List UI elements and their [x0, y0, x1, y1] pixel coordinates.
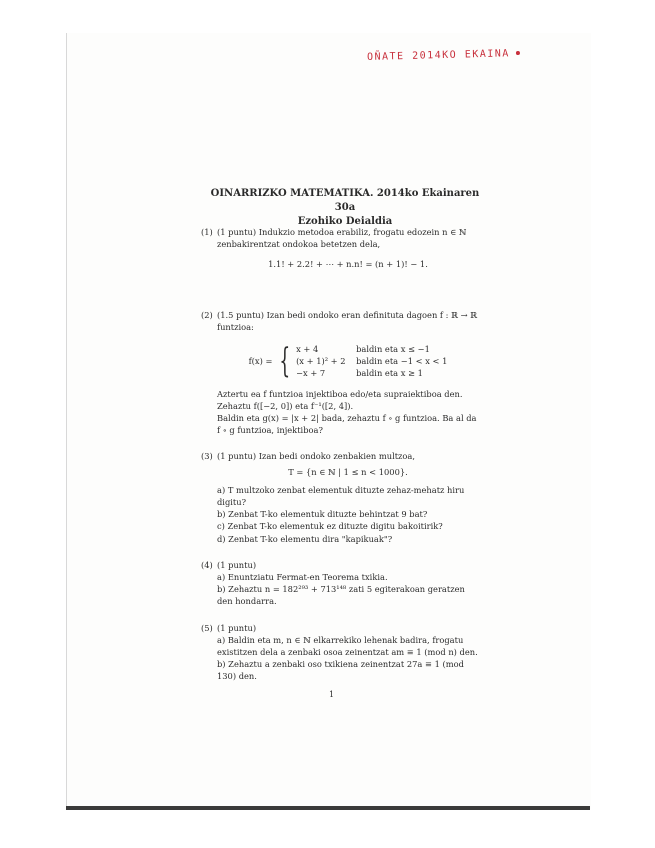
- list-item: d) Zenbat T-ko elementu dira "kapikuak"?: [217, 533, 393, 544]
- page-number: 1: [329, 690, 335, 699]
- problem-number: (3): [201, 451, 213, 462]
- problem-number: (5): [201, 622, 213, 633]
- problem-1: [201, 226, 479, 271]
- dot-mark: [516, 51, 520, 55]
- problem-number: (2): [201, 309, 213, 320]
- exam-title: OINARRIZKO MATEMATIKA. 2014ko Ekainaren 30a: [210, 188, 480, 213]
- problem-4: [201, 559, 479, 608]
- problem-number: (4): [201, 559, 213, 570]
- case-expr: x + 4: [296, 344, 319, 355]
- exam-header: [200, 187, 490, 229]
- problem-formula: 1.1! + 2.2! + ⋯ + n.n! = (n + 1)! − 1.: [268, 259, 428, 270]
- scan-edge: [66, 806, 590, 810]
- cases-grid: [296, 343, 447, 380]
- case-cond: baldin eta x ≥ 1: [356, 368, 423, 379]
- problem-text: (1.5 puntu) Izan bedi ondoko eran definituta dagoen f : ℝ → ℝ funtzioa:: [217, 309, 478, 332]
- list-item: a) T multzoko zenbat elementuk dituzte zehaz-mehatz hiru digitu?: [217, 484, 465, 508]
- problem-5: [201, 622, 479, 683]
- problem-text: (1 puntu): [217, 559, 257, 570]
- list-item: c) Zenbat T-ko elementuk ez dituzte digitu bakoitirik?: [217, 521, 443, 532]
- list-item: b) Zenbat T-ko elementuk dituzte behintzat 9 bat?: [217, 509, 428, 520]
- problem-2: [201, 309, 479, 437]
- case-cond: baldin eta −1 < x < 1: [356, 356, 448, 367]
- case-expr: −x + 7: [296, 368, 326, 379]
- piecewise-function: [217, 343, 479, 380]
- list-item: b) Zehaztu n = 182²⁹³ + 713¹⁴⁸ zati 5 egiterakoan geratzen den hondarra.: [217, 584, 465, 607]
- handwritten-note-text: OÑATE 2014KO EKAINA: [366, 48, 511, 63]
- problem-formula: T = {n ∈ ℕ | 1 ≤ n < 1000}.: [288, 466, 408, 477]
- problem-text-after: Aztertu ea f funtzioa injektiboa edo/eta supraiektiboa den. Zehaztu f([−2, 0]) eta f⁻¹([2, 4]).: [217, 388, 463, 411]
- problem-text: (1 puntu) Indukzio metodoa erabiliz, frogatu edozein n ∈ ℕ zenbakirentzat ondokoa betetzen dela,: [217, 227, 467, 250]
- list-item: a) Enuntziatu Fermat-en Teorema txikia.: [217, 572, 388, 583]
- problem-3: [201, 450, 479, 544]
- problem-number: (1): [201, 227, 213, 237]
- problem-text-after: Baldin eta g(x) = |x + 2| bada, zehaztu f ∘ g funtzioa. Ba al da f ∘ g funtzioa, injektiboa?: [217, 413, 477, 436]
- problem-text: (1 puntu) Izan bedi ondoko zenbakien multzoa,: [217, 451, 416, 462]
- problem-text: (1 puntu): [217, 622, 257, 633]
- case-cond: baldin eta x ≤ −1: [356, 344, 430, 355]
- exam-content: [201, 226, 479, 683]
- exam-subtitle: Ezohiko Deialdia: [297, 216, 393, 227]
- list-item: b) Zehaztu a zenbaki oso txikiena zeinentzat 27a ≡ 1 (mod 130) den.: [217, 659, 464, 682]
- function-lhs: f(x) =: [248, 356, 273, 367]
- left-brace: {: [279, 341, 291, 382]
- list-item: a) Baldin eta m, n ∈ ℕ elkarrekiko lehenak badira, frogatu existitzen dela a zenbaki osoa zeinentzat am ≡ 1 (mod n) den.: [217, 634, 478, 658]
- case-expr: (x + 1)² + 2: [296, 356, 346, 367]
